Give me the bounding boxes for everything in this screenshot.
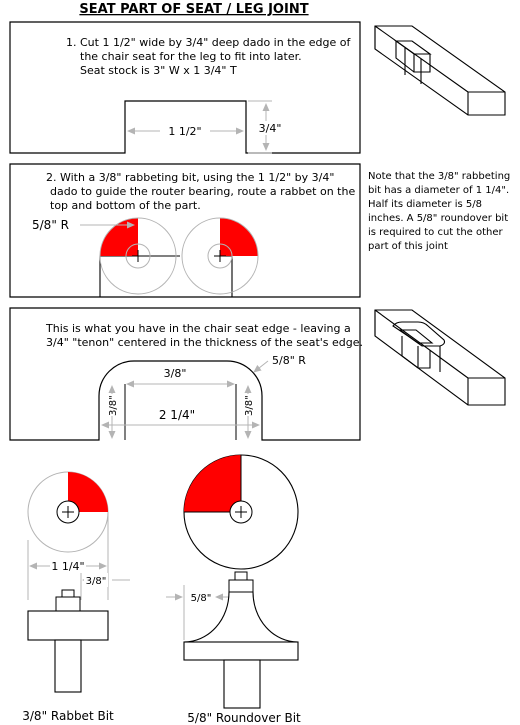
dado-3d-sketch <box>375 26 505 115</box>
step2-radius-label: 5/8" R <box>32 218 69 232</box>
step1-line-2: the chair seat for the leg to fit into later. <box>80 50 302 63</box>
side-note <box>368 171 510 252</box>
side-note-line-3: Half its diameter is 5/8 <box>368 199 482 210</box>
step3-line-2: 3/4" "tenon" centered in the thickness of the seat's edge. <box>46 336 364 349</box>
side-note-line-2: bit has a diameter of 1 1/4". <box>368 185 510 196</box>
step3-line-1: This is what you have in the chair seat edge - leaving a <box>46 322 351 335</box>
side-note-line-6: part of this joint <box>368 241 448 252</box>
roundover-bit-nut <box>235 572 247 580</box>
rabbet-bit <box>22 472 130 723</box>
roundover-bit-base <box>184 642 298 660</box>
step3-top-dim: 3/8" <box>163 367 187 380</box>
roundover-offset-dim: 5/8" <box>190 593 212 604</box>
rabbet-diameter-dim: 1 1/4" <box>51 560 85 573</box>
step2-line-2: dado to guide the router bearing, route a rabbet on the <box>50 185 356 198</box>
tenon-3d-sketch <box>375 310 505 405</box>
rabbet-offset-dim: 3/8" <box>85 576 107 587</box>
step2-left-cut <box>100 218 138 256</box>
step1-line-1: 1. Cut 1 1/2" wide by 3/4" deep dado in the edge of <box>66 36 351 49</box>
step2-line-3: top and bottom of the part. <box>50 199 201 212</box>
roundover-bit-bearing-side <box>229 580 253 592</box>
roundover-bit-label: 5/8" Roundover Bit <box>187 711 301 725</box>
step3-radius-label: 5/8" R <box>272 354 306 367</box>
step3-right-dim: 3/8" <box>244 395 255 416</box>
rabbet-bit-bearing-side <box>56 597 80 611</box>
step2-right-cut <box>220 218 258 256</box>
roundover-bit-cut <box>184 455 241 512</box>
step1-depth-dim: 3/4" <box>258 122 282 135</box>
roundover-bit <box>166 455 301 725</box>
side-note-line-5: is required to cut the other <box>368 227 503 238</box>
rabbet-bit-label: 3/8" Rabbet Bit <box>22 709 114 723</box>
page-title: SEAT PART OF SEAT / LEG JOINT <box>79 2 309 17</box>
step3-left-dim: 3/8" <box>108 395 119 416</box>
step3-panel <box>10 308 363 440</box>
step3-radius-arrow <box>254 361 268 372</box>
side-note-line-1: Note that the 3/8" rabbeting <box>368 171 511 182</box>
step2-panel <box>10 164 360 297</box>
side-note-line-4: inches. A 5/8" roundover bit <box>368 213 509 224</box>
step2-line-1: 2. With a 3/8" rabbeting bit, using the 1 1/2" by 3/4" <box>46 171 335 184</box>
roundover-bit-shank <box>224 660 260 708</box>
rabbet-bit-shank <box>55 640 81 692</box>
step2-profile-line <box>100 256 232 297</box>
step3-width-dim: 2 1/4" <box>158 408 196 422</box>
rabbet-bit-cutter <box>28 611 108 640</box>
rabbet-bit-nut <box>62 590 74 597</box>
step1-panel <box>10 22 360 153</box>
step1-width-dim: 1 1/2" <box>168 125 202 138</box>
step1-line-3: Seat stock is 3" W x 1 3/4" T <box>80 64 237 77</box>
